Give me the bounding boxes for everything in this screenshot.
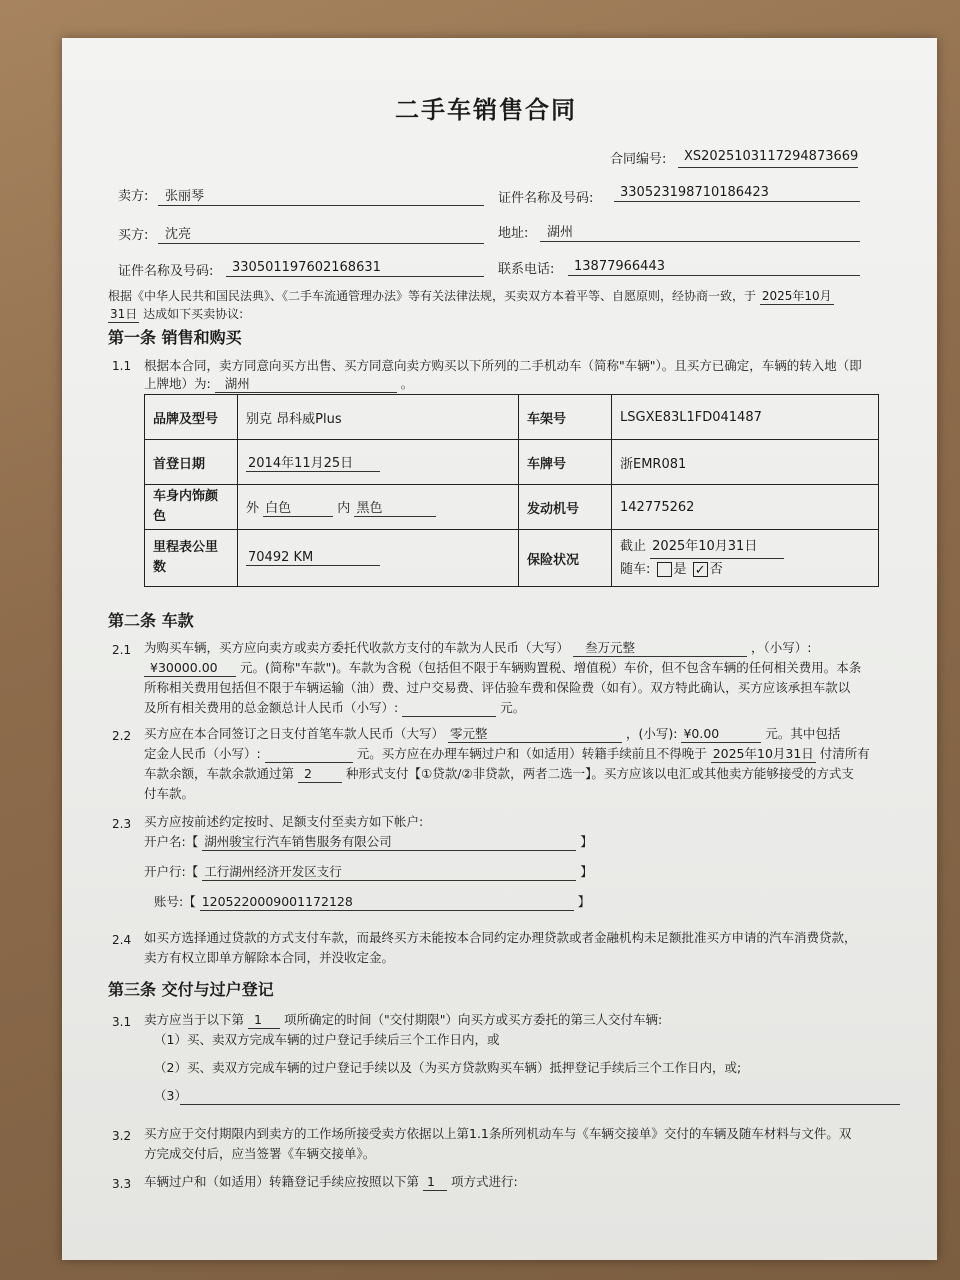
delivery-option: 1 xyxy=(248,1012,280,1029)
intro-line-1 xyxy=(108,288,834,305)
clause-3-1-text-a: 卖方应当于以下第 xyxy=(144,1012,245,1027)
clause-2-1-text-a: 为购买车辆，买方应向卖方或卖方委托代收款方支付的车款为人民币（大写） xyxy=(144,640,570,655)
buyer-label: 买方: xyxy=(118,228,149,243)
seller-id-label: 证件名称及号码: xyxy=(498,191,594,206)
insurance-no-checkbox[interactable] xyxy=(693,562,708,577)
clause-2-3-text: 买方应按前述约定按时、足额支付至卖方如下帐户: xyxy=(144,814,424,829)
clause-1-1-end: 。 xyxy=(400,376,414,391)
mileage-label: 里程表公里数 xyxy=(145,530,238,587)
table-row xyxy=(145,485,879,530)
clause-3-3-text-b: 项方式进行: xyxy=(450,1174,518,1189)
account-bank-row xyxy=(144,864,593,881)
insurance-with-label: 随车: xyxy=(620,561,651,577)
contract-sheet xyxy=(62,38,937,1260)
clause-1-1-text-a: 根据本合同，卖方同意向买方出售、买方同意向卖方购买以下所列的二手机动车（简称"车辆"）。且买方已确定，车辆的转入地（即 xyxy=(144,358,862,373)
address-value: 湖州 xyxy=(547,225,574,240)
account-bank-bracket: 】 xyxy=(580,864,593,879)
section-2-title: 第二条 车款 xyxy=(108,611,194,630)
outer-color-label: 外 xyxy=(246,501,260,516)
clause-3-2-number: 3.2 xyxy=(112,1129,132,1143)
clause-2-4-text-a: 如买方选择通过贷款的方式支付车款，而最终买方未能按本合同约定办理贷款或者金融机构未足额批准买方申请的汽车消费贷款， xyxy=(144,930,857,945)
intro-line-2 xyxy=(108,306,243,323)
clause-2-2-number: 2.2 xyxy=(112,729,132,743)
mileage-field xyxy=(246,550,380,566)
reg-date-cell xyxy=(238,440,519,485)
mileage-unit: KM xyxy=(293,550,314,565)
clause-2-2-line-2 xyxy=(144,746,870,763)
clause-2-2-small-label: ，(小写): xyxy=(625,726,678,741)
buyer-id-underline xyxy=(226,276,484,277)
intro-text-2: 达成如下买卖协议: xyxy=(143,307,244,321)
address-underline xyxy=(540,241,860,242)
transfer-place: 湖州 xyxy=(215,376,397,393)
mileage-cell xyxy=(238,530,519,587)
account-bank-label: 开户行:【 xyxy=(144,864,199,879)
clause-3-1-number: 3.1 xyxy=(112,1015,132,1029)
vin-label: 车架号 xyxy=(519,395,612,440)
clause-3-1-line-1 xyxy=(144,1012,662,1029)
insurance-cell xyxy=(612,530,879,587)
clause-3-2-text-a: 买方应于交付期限内到卖方的工作场所接受卖方依据以上第1.1条所列机动车与《车辆交接单》交付的车辆及随车材料与文件。双 xyxy=(144,1126,852,1141)
contract-no-value: XS2025103117294873669 xyxy=(684,149,859,164)
clause-1-1-text-b: 上牌地）为: xyxy=(144,376,211,391)
clause-3-3-text-a: 车辆过户和（如适用）转籍登记手续应按照以下第 xyxy=(144,1174,420,1189)
color-cell xyxy=(238,485,519,530)
mileage-value: 70492 xyxy=(248,550,290,565)
clause-2-2-text-d: 定金人民币（小写）: xyxy=(144,746,261,761)
section-1-title: 第一条 销售和购买 xyxy=(108,328,242,347)
plate-label: 车牌号 xyxy=(519,440,612,485)
table-row xyxy=(145,440,879,485)
account-name-bracket: 】 xyxy=(580,834,593,849)
clause-3-3-number: 3.3 xyxy=(112,1177,132,1191)
account-number-value: 1205220009001172128 xyxy=(200,894,574,911)
clause-1-1-line-2 xyxy=(144,376,413,393)
clause-1-1-number: 1.1 xyxy=(112,359,132,373)
clause-3-1-item-3-underline xyxy=(180,1104,900,1105)
clause-2-4-number: 2.4 xyxy=(112,933,132,947)
insurance-yes-label: 是 xyxy=(673,561,687,577)
account-name-value: 湖州骏宝行汽车销售服务有限公司 xyxy=(202,834,576,851)
phone-underline xyxy=(568,275,860,276)
first-payment-amount: ¥0.00 xyxy=(681,726,761,743)
clause-3-1-item-2: （2）买、卖双方完成车辆的过户登记手续以及（为买方贷款购买车辆）抵押登记手续后三个工作日内，或; xyxy=(154,1060,742,1075)
phone-value: 13877966443 xyxy=(574,259,665,274)
seller-label: 卖方: xyxy=(118,189,149,204)
insurance-until-value: 2025年10月31日 xyxy=(650,536,784,559)
buyer-id-value: 330501197602168631 xyxy=(232,260,381,275)
seller-id-value: 330523198710186423 xyxy=(620,185,769,200)
clause-2-2-text-f: 付清所有 xyxy=(819,746,870,761)
clause-2-4-text-b: 卖方有权立即单方解除本合同，并没收定金。 xyxy=(144,950,395,965)
clause-2-1-line-1 xyxy=(144,640,811,657)
clause-2-2-text-h: 种形式支付【①贷款/②非贷款，两者二选一】。买方应该以电汇或其他卖方能够接受的方式支 xyxy=(345,766,854,781)
engine-value: 142775262 xyxy=(612,485,879,530)
brand-value: 别克 昂科威Plus xyxy=(238,395,519,440)
vin-value: LSGXE83L1FD041487 xyxy=(612,395,879,440)
balance-due-date: 2025年10月31日 xyxy=(712,746,814,761)
reg-date-value: 2014年11月25日 xyxy=(246,452,380,472)
clause-2-1-text-d: 及所有相关费用的总金额总计人民币（小写）: xyxy=(144,700,399,715)
vehicle-table xyxy=(144,394,879,587)
color-label: 车身内饰颜色 xyxy=(145,485,238,530)
clause-2-2-text-c: 元。其中包括 xyxy=(765,726,841,741)
reg-date-label: 首登日期 xyxy=(145,440,238,485)
first-payment-in-words: 零元整 xyxy=(448,726,622,743)
buyer-id-label: 证件名称及号码: xyxy=(118,264,214,279)
clause-3-1-text-b: 项所确定的时间（"交付期限"）向买方或买方委托的第三人交付车辆: xyxy=(283,1012,663,1027)
contract-no-label: 合同编号: xyxy=(610,152,667,167)
seller-name: 张丽琴 xyxy=(165,189,205,204)
insurance-with-row xyxy=(620,559,870,581)
clause-3-1-item-1: （1）买、卖双方完成车辆的过户登记手续后三个工作日内，或 xyxy=(154,1032,500,1047)
seller-underline xyxy=(158,205,484,206)
clause-2-1-text-b: 元。(简称"车款")。车款为含税（包括但不限于车辆购置税、增值税）车价，但不包含车辆的任何相关费用。本条 xyxy=(239,660,862,675)
intro-date-a: 2025年10月 xyxy=(761,289,832,303)
account-name-row xyxy=(144,834,593,851)
intro-text-1: 根据《中华人民共和国民法典》、《二手车流通管理办法》等有关法律法规，买卖双方本着平等、自愿原则，经协商一致，于 xyxy=(108,289,757,303)
account-number-bracket: 】 xyxy=(577,894,591,909)
buyer-underline xyxy=(158,243,484,244)
clause-2-1-number: 2.1 xyxy=(112,643,132,657)
outer-color-value: 白色 xyxy=(263,497,333,517)
clause-2-3-number: 2.3 xyxy=(112,817,132,831)
seller-id-underline xyxy=(614,201,860,202)
brand-label: 品牌及型号 xyxy=(145,395,238,440)
clause-2-1-line-2 xyxy=(144,660,861,677)
clause-2-2-text-i: 付车款。 xyxy=(144,786,195,801)
account-number-row xyxy=(154,894,590,911)
price-amount: ¥30000.00 xyxy=(144,660,236,677)
contract-no-underline xyxy=(678,167,858,168)
price-in-words: 叁万元整 xyxy=(573,640,747,657)
inner-color-value: 黑色 xyxy=(354,497,436,517)
insurance-label: 保险状况 xyxy=(519,530,612,587)
section-3-title: 第三条 交付与过户登记 xyxy=(108,980,274,999)
table-row xyxy=(145,395,879,440)
address-label: 地址: xyxy=(498,226,529,241)
account-bank-value: 工行湖州经济开发区支行 xyxy=(202,864,576,881)
insurance-until-label: 截止 xyxy=(620,538,647,554)
payment-method-number: 2 xyxy=(298,766,342,783)
engine-label: 发动机号 xyxy=(519,485,612,530)
clause-2-2-text-g: 车款余额，车款余款通过第 xyxy=(144,766,295,781)
clause-2-1-small-label: ，（小写）: xyxy=(750,640,812,655)
intro-date-b: 31日 xyxy=(110,307,138,321)
clause-2-2-text-e: 元。买方应在办理车辆过户和（如适用）转籍手续前且不得晚于 xyxy=(356,746,707,761)
buyer-name: 沈亮 xyxy=(165,227,192,242)
clause-2-1-line-4 xyxy=(144,700,525,717)
clause-3-3-line xyxy=(144,1174,518,1191)
clause-3-2-text-b: 方完成交付后，应当签署《车辆交接单》。 xyxy=(144,1146,376,1161)
insurance-no-label: 否 xyxy=(709,561,723,577)
clause-3-1-item-3: （3） xyxy=(154,1088,187,1103)
table-row xyxy=(145,530,879,587)
inner-color-label: 内 xyxy=(337,501,351,516)
clause-2-1-text-c: 所称相关费用包括但不限于车辆运输（油）费、过户交易费、评估验车费和保险费（如有）。双方特此确认，买方应该承担车款以 xyxy=(144,680,851,695)
transfer-option: 1 xyxy=(423,1174,447,1191)
clause-2-2-text-a: 买方应在本合同签订之日支付首笔车款人民币（大写） xyxy=(144,726,445,741)
phone-label: 联系电话: xyxy=(498,262,555,277)
clause-2-2-line-1 xyxy=(144,726,840,743)
account-name-label: 开户名:【 xyxy=(144,834,199,849)
clause-2-2-line-3 xyxy=(144,766,854,783)
insurance-yes-checkbox[interactable] xyxy=(657,562,672,577)
clause-2-1-text-e: 元。 xyxy=(500,700,526,715)
insurance-until-row xyxy=(620,536,870,559)
plate-value: 浙EMR081 xyxy=(612,440,879,485)
page-title: 二手车销售合同 xyxy=(395,96,577,124)
account-number-label: 账号:【 xyxy=(154,894,196,909)
